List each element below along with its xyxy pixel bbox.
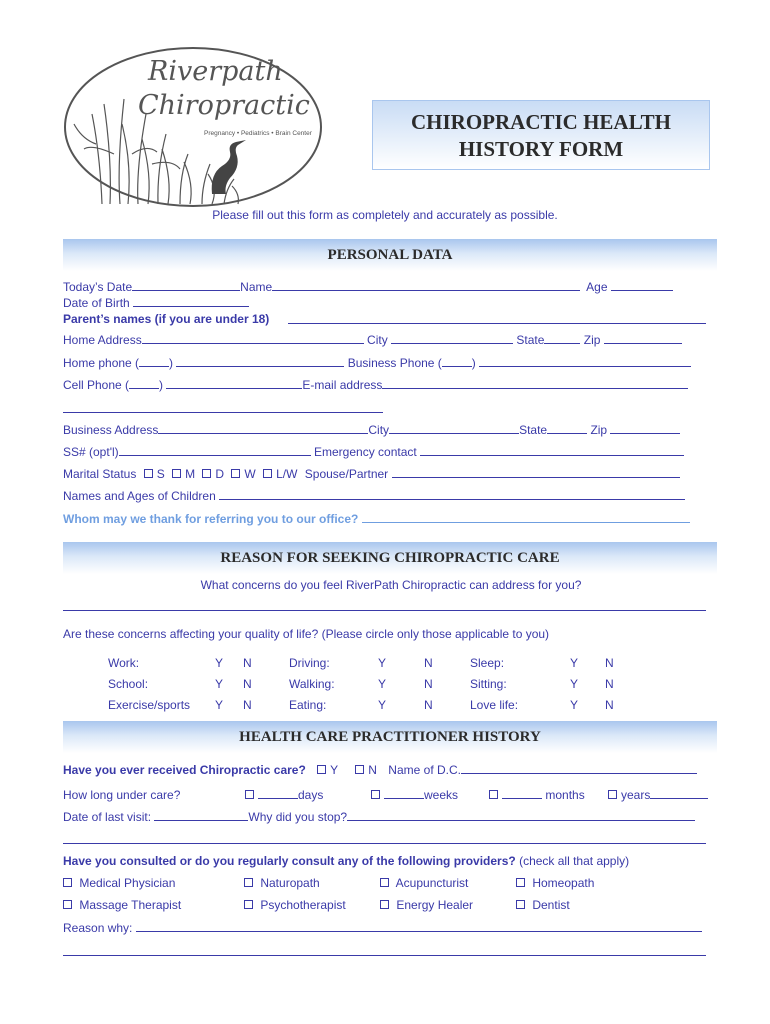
received-care-field[interactable] — [63, 763, 697, 777]
checkbox[interactable] — [244, 878, 253, 887]
marital-option-s: S — [156, 467, 165, 481]
checkbox[interactable] — [380, 878, 389, 887]
marital-option-d: D — [215, 467, 225, 481]
walking-no[interactable]: N — [424, 677, 433, 691]
todays-date-label: Today’s Date — [63, 280, 133, 294]
provider-label: Energy Healer — [396, 898, 474, 912]
received-no-label: N — [368, 763, 377, 777]
home-phone-field[interactable] — [63, 356, 691, 370]
provider-psychotherapist[interactable] — [244, 898, 346, 912]
provider-medical-physician[interactable] — [63, 876, 175, 890]
consulted-label: Have you consulted or do you regularly consult any of the following providers? — [63, 854, 516, 868]
checkbox[interactable] — [63, 900, 72, 909]
checkbox[interactable] — [144, 469, 153, 478]
reason-header — [63, 542, 717, 574]
provider-homeopath[interactable] — [516, 876, 594, 890]
business-phone-label: Business Phone ( — [347, 356, 442, 370]
sitting-no[interactable]: N — [605, 677, 614, 691]
checkbox[interactable] — [516, 900, 525, 909]
activity-eating: Eating: — [289, 698, 327, 712]
months-label: months — [545, 788, 585, 802]
reason-why-line-2[interactable] — [63, 944, 706, 956]
love-life-yes[interactable]: Y — [570, 698, 579, 712]
activity-exercise: Exercise/sports — [108, 698, 191, 712]
weeks-field[interactable] — [371, 788, 458, 802]
provider-label: Medical Physician — [79, 876, 176, 890]
school-yes[interactable]: Y — [215, 677, 224, 691]
dob-label: Date of Birth — [63, 296, 130, 310]
reason-title: REASON FOR SEEKING CHIROPRACTIC CARE — [220, 550, 560, 566]
provider-label: Massage Therapist — [79, 898, 182, 912]
home-address-label: Home Address — [63, 333, 142, 347]
activity-work: Work: — [108, 656, 140, 670]
love-life-no[interactable]: N — [605, 698, 614, 712]
activity-walking: Walking: — [289, 677, 335, 691]
checkbox[interactable] — [63, 878, 72, 887]
check-all-label: (check all that apply) — [519, 854, 630, 868]
ss-field[interactable] — [63, 445, 684, 459]
last-visit-field[interactable] — [63, 810, 695, 824]
home-address-field[interactable] — [63, 333, 682, 347]
logo-line1: Riverpath — [148, 56, 283, 87]
children-field[interactable] — [63, 489, 685, 503]
reason-why-label: Reason why: — [63, 921, 133, 935]
provider-naturopath[interactable] — [244, 876, 320, 890]
consulted-question — [63, 854, 629, 868]
provider-label: Acupuncturist — [395, 876, 469, 890]
reason-why-field[interactable] — [63, 921, 702, 935]
driving-no[interactable]: N — [424, 656, 433, 670]
personal-data-title: PERSONAL DATA — [327, 247, 453, 263]
exercise-yes[interactable]: Y — [215, 698, 224, 712]
instruction-text: Please fill out this form as completely and accurately as possible. — [212, 208, 558, 222]
provider-energy-healer[interactable] — [380, 898, 473, 912]
home-state-label: State — [516, 333, 545, 347]
children-label: Names and Ages of Children — [63, 489, 216, 503]
checkbox[interactable] — [380, 900, 389, 909]
provider-acupuncturist[interactable] — [380, 876, 468, 890]
parents-label: Parent’s names (if you are under 18) — [63, 312, 270, 326]
concerns-question: What concerns do you feel RiverPath Chiropractic can address for you? — [200, 578, 582, 592]
driving-yes[interactable]: Y — [378, 656, 387, 670]
eating-no[interactable]: N — [424, 698, 433, 712]
eating-yes[interactable]: Y — [378, 698, 387, 712]
sleep-yes[interactable]: Y — [570, 656, 579, 670]
practitioner-header — [63, 721, 717, 753]
paren-close: ) — [471, 356, 476, 370]
provider-label: Naturopath — [260, 876, 320, 890]
activity-driving: Driving: — [289, 656, 330, 670]
todays-date-field[interactable] — [63, 280, 673, 294]
years-field[interactable] — [608, 788, 708, 802]
walking-yes[interactable]: Y — [378, 677, 387, 691]
marital-option-lw: L/W — [276, 467, 298, 481]
activity-sleep: Sleep: — [470, 656, 505, 670]
business-address-field[interactable] — [63, 423, 680, 437]
name-dc-label: Name of D.C. — [388, 763, 461, 777]
provider-label: Dentist — [532, 898, 570, 912]
personal-data-header — [63, 239, 717, 271]
marital-label: Marital Status — [63, 467, 137, 481]
extra-address-line[interactable] — [63, 401, 383, 413]
paren-close: ) — [169, 356, 174, 370]
last-visit-label: Date of last visit: — [63, 810, 152, 824]
weeks-label: weeks — [424, 788, 459, 802]
logo-line2: Chiropractic — [138, 90, 310, 121]
checkbox[interactable] — [489, 790, 498, 799]
name-label: Name — [240, 280, 273, 294]
paren-close: ) — [159, 378, 164, 392]
checkbox[interactable] — [317, 765, 326, 774]
business-state-label: State — [519, 423, 548, 437]
sleep-no[interactable]: N — [605, 656, 614, 670]
work-yes[interactable]: Y — [215, 656, 224, 670]
checkbox[interactable] — [516, 878, 525, 887]
marital-option-w: W — [244, 467, 256, 481]
how-long-label: How long under care? — [63, 788, 181, 802]
checkbox[interactable] — [371, 790, 380, 799]
form-title — [372, 100, 710, 170]
logo-tagline: Pregnancy • Pediatrics • Brain Center — [204, 130, 312, 137]
quality-question: Are these concerns affecting your quality of life? (Please circle only those applicable to you) — [63, 627, 550, 641]
received-care-label: Have you ever received Chiropractic care? — [63, 763, 306, 777]
concerns-line[interactable] — [63, 599, 706, 611]
checkbox[interactable] — [263, 469, 272, 478]
activity-school: School: — [108, 677, 149, 691]
ss-label: SS# (opt'l) — [63, 445, 119, 459]
parents-line — [288, 312, 706, 324]
provider-dentist[interactable] — [516, 898, 570, 912]
checkbox[interactable] — [231, 469, 240, 478]
logo — [62, 44, 324, 210]
days-label: days — [298, 788, 324, 802]
exercise-no[interactable]: N — [243, 698, 252, 712]
spouse-label: Spouse/Partner — [304, 467, 389, 481]
form-title-line1: CHIROPRACTIC HEALTH — [410, 110, 672, 134]
parents-field[interactable] — [63, 312, 269, 326]
dob-field[interactable] — [63, 296, 249, 310]
home-zip-label: Zip — [583, 333, 601, 347]
business-zip-label: Zip — [590, 423, 608, 437]
practitioner-title: HEALTH CARE PRACTITIONER HISTORY — [239, 729, 541, 745]
emergency-label: Emergency contact — [314, 445, 417, 459]
checkbox[interactable] — [355, 765, 364, 774]
age-label: Age — [586, 280, 608, 294]
business-address-label: Business Address — [63, 423, 159, 437]
checkbox[interactable] — [608, 790, 617, 799]
provider-label: Psychotherapist — [260, 898, 346, 912]
cell-phone-field[interactable] — [63, 378, 688, 392]
form-title-line2: HISTORY FORM — [458, 137, 624, 161]
checkbox[interactable] — [245, 790, 254, 799]
years-label: years — [621, 788, 651, 802]
checkbox[interactable] — [244, 900, 253, 909]
school-no[interactable]: N — [243, 677, 252, 691]
checkbox[interactable] — [172, 469, 181, 478]
cell-phone-label: Cell Phone ( — [63, 378, 130, 392]
days-field[interactable] — [245, 788, 323, 802]
why-stop-line[interactable] — [63, 832, 706, 844]
why-stop-label: Why did you stop? — [248, 810, 348, 824]
months-field[interactable] — [489, 788, 585, 802]
checkbox[interactable] — [202, 469, 211, 478]
referral-label: Whom may we thank for referring you to our office? — [63, 512, 359, 526]
referral-field[interactable] — [63, 512, 690, 526]
marital-option-m: M — [185, 467, 196, 481]
provider-massage-therapist[interactable] — [63, 898, 181, 912]
received-yes-label: Y — [330, 763, 338, 777]
sitting-yes[interactable]: Y — [570, 677, 579, 691]
work-no[interactable]: N — [243, 656, 252, 670]
activity-sitting: Sitting: — [470, 677, 507, 691]
business-city-label: City — [368, 423, 390, 437]
home-phone-label: Home phone ( — [63, 356, 140, 370]
activity-love-life: Love life: — [470, 698, 519, 712]
marital-status-field[interactable] — [63, 467, 680, 481]
home-city-label: City — [367, 333, 388, 347]
email-label: E-mail address — [302, 378, 383, 392]
provider-label: Homeopath — [532, 876, 595, 890]
